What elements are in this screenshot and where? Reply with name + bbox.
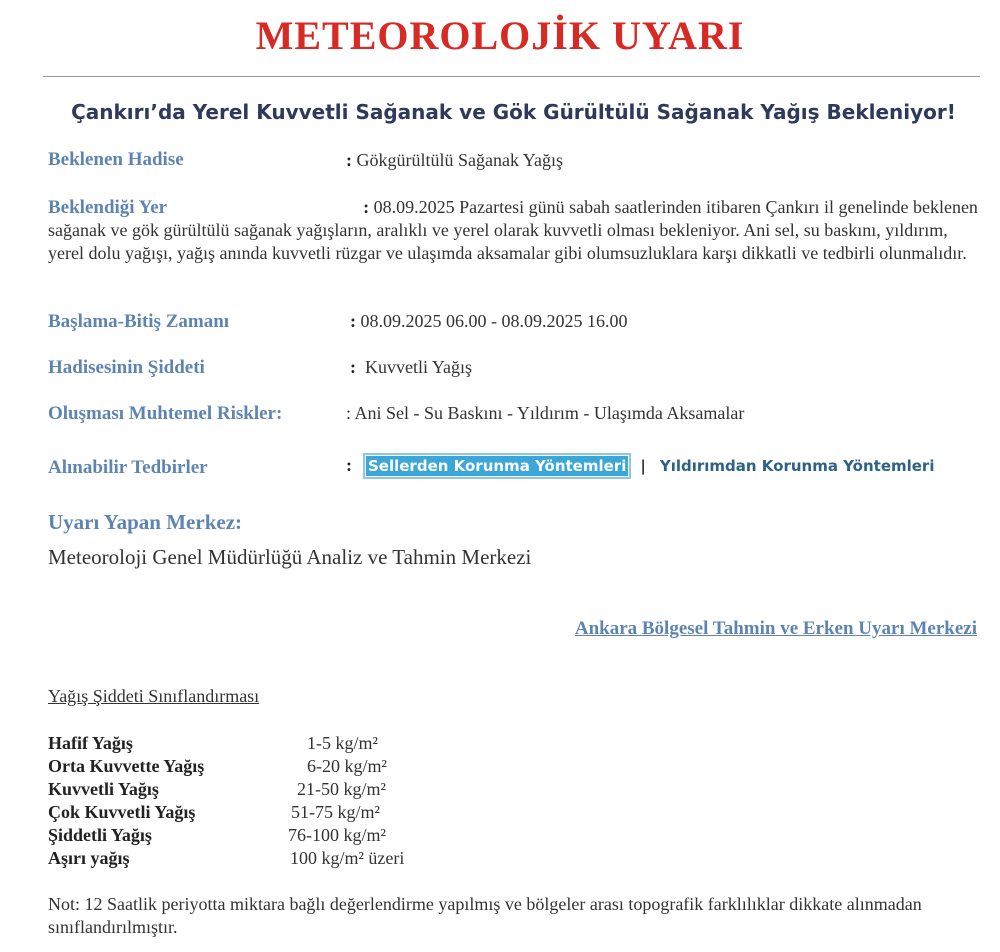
risks-value-row [346, 403, 744, 424]
class-amount: 21-50 kg/m² [297, 779, 386, 799]
class-name: Hafif Yağış [48, 733, 133, 753]
warning-headline: Çankırı’da Yerel Kuvvetli Sağanak ve Gök Gürültülü Sağanak Yağış Bekleniyor! [71, 100, 956, 124]
time-label: Başlama-Bitiş Zamanı [48, 311, 230, 332]
issuer-value: Meteoroloji Genel Müdürlüğü Analiz ve Tahmin Merkezi [48, 545, 532, 569]
place-paragraph [48, 196, 983, 265]
class-name: Aşırı yağış [48, 848, 130, 868]
table-row [48, 755, 404, 778]
measures-label: Alınabilir Tedbirler [48, 457, 208, 478]
risks-value: Ani Sel - Su Baskını - Yıldırım - Ulaşımda Aksamalar [354, 403, 745, 423]
title-divider [43, 76, 980, 77]
class-amount: 76-100 kg/m² [288, 825, 386, 845]
class-name: Kuvvetli Yağış [48, 779, 159, 799]
class-amount: 51-75 kg/m² [291, 802, 380, 822]
measures-colon: : [346, 455, 352, 475]
footnote: Not: 12 Saatlik periyotta miktara bağlı değerlendirme yapılmış ve bölgeler arası topografik farklılıklar dikkate alınmadan sınıflandırılmıştır. [48, 894, 922, 937]
table-row [48, 801, 404, 824]
class-name: Çok Kuvvetli Yağış [48, 802, 196, 822]
time-value: 08.09.2025 06.00 - 08.09.2025 16.00 [360, 311, 628, 331]
class-amount: 100 kg/m² üzeri [290, 848, 405, 868]
time-value-row [350, 311, 628, 332]
severity-value-row [350, 357, 472, 378]
class-name: Şiddetli Yağış [48, 825, 152, 845]
time-colon: : [350, 311, 356, 331]
table-row [48, 778, 404, 801]
issuer-label: Uyarı Yapan Merkez: [48, 510, 243, 534]
event-label: Beklenen Hadise [48, 149, 184, 170]
lightning-protection-link[interactable]: Yıldırımdan Korunma Yöntemleri [659, 456, 935, 475]
risks-colon: : [346, 403, 352, 423]
regional-center-link[interactable]: Ankara Bölgesel Tahmin ve Erken Uyarı Merkezi [574, 618, 977, 639]
classification-table [48, 732, 404, 870]
event-value: Gökgürültülü Sağanak Yağış [356, 150, 563, 170]
flood-protection-link[interactable]: Sellerden Korunma Yöntemleri [368, 456, 627, 475]
place-value: 08.09.2025 Pazartesi günü sabah saatlerinden itibaren Çankırı il genelinde beklenen sağanak ve gök gürültülü sağanak yağışların, aralıklı ve yerel olarak kuvvetli olması bekleniyor. Ani sel, su baskını, yıldırım, yerel dolu yağışı, yağış anında kuvvetli rüzgar ve ulaşımda aksamalar gibi olumsuzluklara karşı dikkatli ve tedbirli olunmalıdır. [48, 197, 978, 263]
table-row [48, 732, 404, 755]
measures-links [346, 455, 934, 476]
risks-label: Oluşması Muhtemel Riskler: [48, 403, 283, 424]
table-row [48, 847, 404, 870]
class-amount: 1-5 kg/m² [307, 733, 378, 753]
classification-title: Yağış Şiddeti Sınıflandırması [48, 686, 260, 706]
event-value-row [346, 150, 563, 171]
place-colon: : [363, 197, 370, 217]
place-label: Beklendiği Yer [48, 197, 168, 218]
event-colon: : [346, 150, 352, 170]
severity-value: Kuvvetli Yağış [365, 357, 473, 377]
class-amount: 6-20 kg/m² [307, 756, 387, 776]
class-name: Orta Kuvvette Yağış [48, 756, 205, 776]
page-title: METEOROLOJİK UYARI [255, 13, 745, 58]
table-row [48, 824, 404, 847]
severity-label: Hadisesinin Şiddeti [48, 357, 205, 378]
severity-colon: : [350, 357, 356, 377]
links-separator: | [640, 456, 646, 475]
